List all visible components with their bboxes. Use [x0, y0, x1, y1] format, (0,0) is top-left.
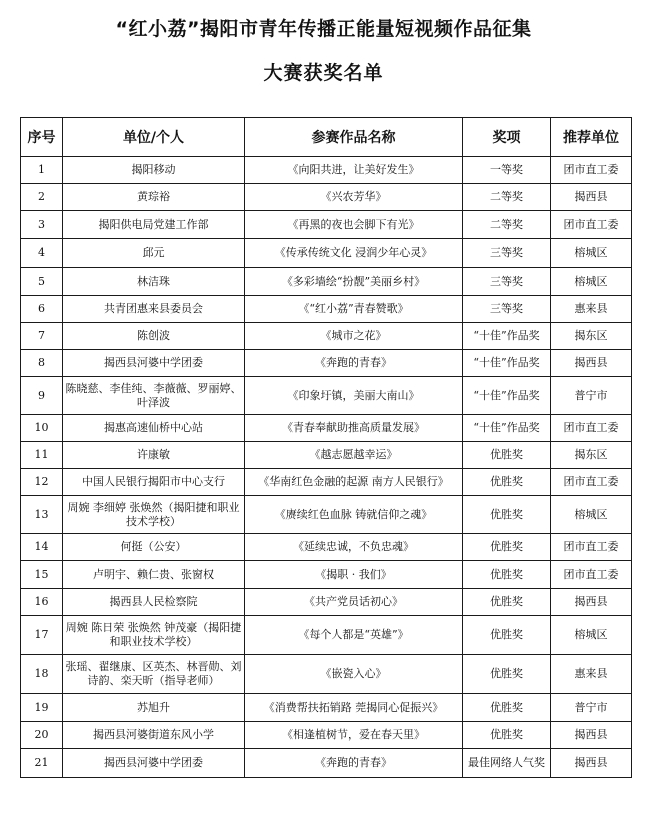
cell-award: “十佳”作品奖	[463, 415, 551, 442]
cell-number: 10	[21, 415, 63, 442]
cell-number: 13	[21, 496, 63, 534]
cell-number: 16	[21, 589, 63, 616]
cell-recommender: 榕城区	[551, 268, 632, 296]
cell-award: 三等奖	[463, 296, 551, 323]
cell-award: 优胜奖	[463, 655, 551, 694]
cell-number: 11	[21, 442, 63, 469]
cell-recommender: 揭西县	[551, 749, 632, 778]
cell-recommender: 团市直工委	[551, 561, 632, 589]
cell-work: 《嵌瓷入心》	[245, 655, 463, 694]
cell-work: 《赓续红色血脉 铸就信仰之魂》	[245, 496, 463, 534]
cell-recommender: 揭西县	[551, 350, 632, 377]
cell-work: 《再黑的夜也会脚下有光》	[245, 211, 463, 239]
cell-number: 14	[21, 534, 63, 561]
cell-number: 2	[21, 184, 63, 211]
cell-entrant: 陈创波	[63, 323, 245, 350]
cell-work: 《向阳共进，让美好发生》	[245, 157, 463, 184]
page-subtitle: 大赛获奖名单	[263, 62, 384, 84]
table-row	[21, 239, 632, 268]
table-row	[21, 296, 632, 323]
cell-recommender: 团市直工委	[551, 534, 632, 561]
cell-entrant: 揭西县人民检察院	[63, 589, 245, 616]
table-row	[21, 469, 632, 496]
cell-number: 9	[21, 377, 63, 415]
cell-number: 8	[21, 350, 63, 377]
cell-entrant: 张瑶、翟继康、区英杰、林晋勋、刘诗韵、栾天昕（指导老师）	[63, 655, 245, 694]
cell-work: 《城市之花》	[245, 323, 463, 350]
cell-entrant: 揭阳供电局党建工作部	[63, 211, 245, 239]
cell-entrant: 苏旭升	[63, 694, 245, 722]
cell-entrant: 邱元	[63, 239, 245, 268]
cell-award: 优胜奖	[463, 694, 551, 722]
cell-work: 《多彩墙绘“扮靓”美丽乡村》	[245, 268, 463, 296]
cell-recommender: 榕城区	[551, 496, 632, 534]
cell-entrant: 黄琮裕	[63, 184, 245, 211]
cell-number: 18	[21, 655, 63, 694]
cell-work: 《越志愿越幸运》	[245, 442, 463, 469]
cell-recommender: 榕城区	[551, 616, 632, 655]
cell-award: 二等奖	[463, 184, 551, 211]
cell-entrant: 许康敏	[63, 442, 245, 469]
cell-number: 5	[21, 268, 63, 296]
cell-work: 《传承传统文化 浸润少年心灵》	[245, 239, 463, 268]
cell-award: 优胜奖	[463, 442, 551, 469]
table-row	[21, 184, 632, 211]
cell-award: 二等奖	[463, 211, 551, 239]
table-row	[21, 268, 632, 296]
cell-work: 《兴农芳华》	[245, 184, 463, 211]
cell-work: 《每个人都是“英雄”》	[245, 616, 463, 655]
table-row	[21, 561, 632, 589]
cell-work: 《揭职 · 我们》	[245, 561, 463, 589]
cell-entrant: 中国人民银行揭阳市中心支行	[63, 469, 245, 496]
cell-award: “十佳”作品奖	[463, 350, 551, 377]
cell-entrant: 揭西县河婆街道东风小学	[63, 722, 245, 749]
table-header-row	[21, 118, 632, 157]
cell-award: 三等奖	[463, 268, 551, 296]
table-row	[21, 496, 632, 534]
cell-work: 《延续忠诚，不负忠魂》	[245, 534, 463, 561]
cell-number: 3	[21, 211, 63, 239]
cell-entrant: 周婉 陈日荣 张焕然 钟茂豪（揭阳捷和职业技术学校）	[63, 616, 245, 655]
cell-work: 《相逢植树节，爱在春天里》	[245, 722, 463, 749]
cell-recommender: 揭西县	[551, 184, 632, 211]
cell-entrant: 揭西县河婆中学团委	[63, 350, 245, 377]
cell-work: 《印象圩镇，美丽大南山》	[245, 377, 463, 415]
table-row	[21, 323, 632, 350]
table-row	[21, 655, 632, 694]
table-row	[21, 589, 632, 616]
col-header-entrant: 单位/个人	[63, 118, 245, 157]
table-row	[21, 442, 632, 469]
cell-recommender: 榕城区	[551, 239, 632, 268]
cell-work: 《“红小荔”青春赞歌》	[245, 296, 463, 323]
cell-number: 21	[21, 749, 63, 778]
cell-entrant: 陈晓慈、李佳纯、李薇薇、罗丽婷、叶泽波	[63, 377, 245, 415]
cell-entrant: 周婉 李细婷 张焕然（揭阳捷和职业技术学校）	[63, 496, 245, 534]
cell-entrant: 共青团惠来县委员会	[63, 296, 245, 323]
cell-entrant: 揭阳移动	[63, 157, 245, 184]
cell-award: 一等奖	[463, 157, 551, 184]
cell-recommender: 团市直工委	[551, 469, 632, 496]
cell-entrant: 揭西县河婆中学团委	[63, 749, 245, 778]
col-header-recommender: 推荐单位	[551, 118, 632, 157]
cell-recommender: 普宁市	[551, 694, 632, 722]
awards-table	[20, 117, 632, 778]
cell-award: “十佳”作品奖	[463, 323, 551, 350]
cell-number: 4	[21, 239, 63, 268]
col-header-award: 奖项	[463, 118, 551, 157]
cell-number: 6	[21, 296, 63, 323]
cell-award: 三等奖	[463, 239, 551, 268]
cell-work: 《华南红色金融的起源 南方人民银行》	[245, 469, 463, 496]
cell-recommender: 揭西县	[551, 722, 632, 749]
cell-entrant: 卢明宇、赖仁贵、张窗权	[63, 561, 245, 589]
cell-number: 15	[21, 561, 63, 589]
table-row	[21, 377, 632, 415]
cell-work: 《青春奉献助推高质量发展》	[245, 415, 463, 442]
page-title: “红小荔”揭阳市青年传播正能量短视频作品征集	[115, 18, 532, 40]
cell-recommender: 惠来县	[551, 296, 632, 323]
cell-number: 7	[21, 323, 63, 350]
table-row	[21, 211, 632, 239]
table-row	[21, 415, 632, 442]
cell-number: 19	[21, 694, 63, 722]
cell-award: “十佳”作品奖	[463, 377, 551, 415]
cell-recommender: 团市直工委	[551, 157, 632, 184]
cell-recommender: 揭东区	[551, 323, 632, 350]
table-row	[21, 722, 632, 749]
cell-entrant: 揭惠高速仙桥中心站	[63, 415, 245, 442]
cell-recommender: 普宁市	[551, 377, 632, 415]
cell-number: 12	[21, 469, 63, 496]
table-row	[21, 694, 632, 722]
table-row	[21, 616, 632, 655]
cell-recommender: 揭西县	[551, 589, 632, 616]
cell-recommender: 团市直工委	[551, 211, 632, 239]
col-header-number: 序号	[21, 118, 63, 157]
cell-work: 《奔跑的青春》	[245, 749, 463, 778]
table-row	[21, 534, 632, 561]
cell-work: 《奔跑的青春》	[245, 350, 463, 377]
cell-award: 优胜奖	[463, 722, 551, 749]
cell-entrant: 何挺（公安）	[63, 534, 245, 561]
cell-work: 《共产党员话初心》	[245, 589, 463, 616]
cell-recommender: 团市直工委	[551, 415, 632, 442]
table-row	[21, 157, 632, 184]
cell-award: 优胜奖	[463, 561, 551, 589]
cell-recommender: 揭东区	[551, 442, 632, 469]
cell-work: 《消费帮扶拓销路 莞揭同心促振兴》	[245, 694, 463, 722]
cell-award: 最佳网络人气奖	[463, 749, 551, 778]
cell-number: 1	[21, 157, 63, 184]
table-row	[21, 350, 632, 377]
cell-award: 优胜奖	[463, 589, 551, 616]
cell-award: 优胜奖	[463, 534, 551, 561]
cell-recommender: 惠来县	[551, 655, 632, 694]
cell-award: 优胜奖	[463, 496, 551, 534]
cell-award: 优胜奖	[463, 616, 551, 655]
cell-award: 优胜奖	[463, 469, 551, 496]
cell-entrant: 林洁珠	[63, 268, 245, 296]
col-header-work: 参赛作品名称	[245, 118, 463, 157]
cell-number: 20	[21, 722, 63, 749]
cell-number: 17	[21, 616, 63, 655]
table-row	[21, 749, 632, 778]
